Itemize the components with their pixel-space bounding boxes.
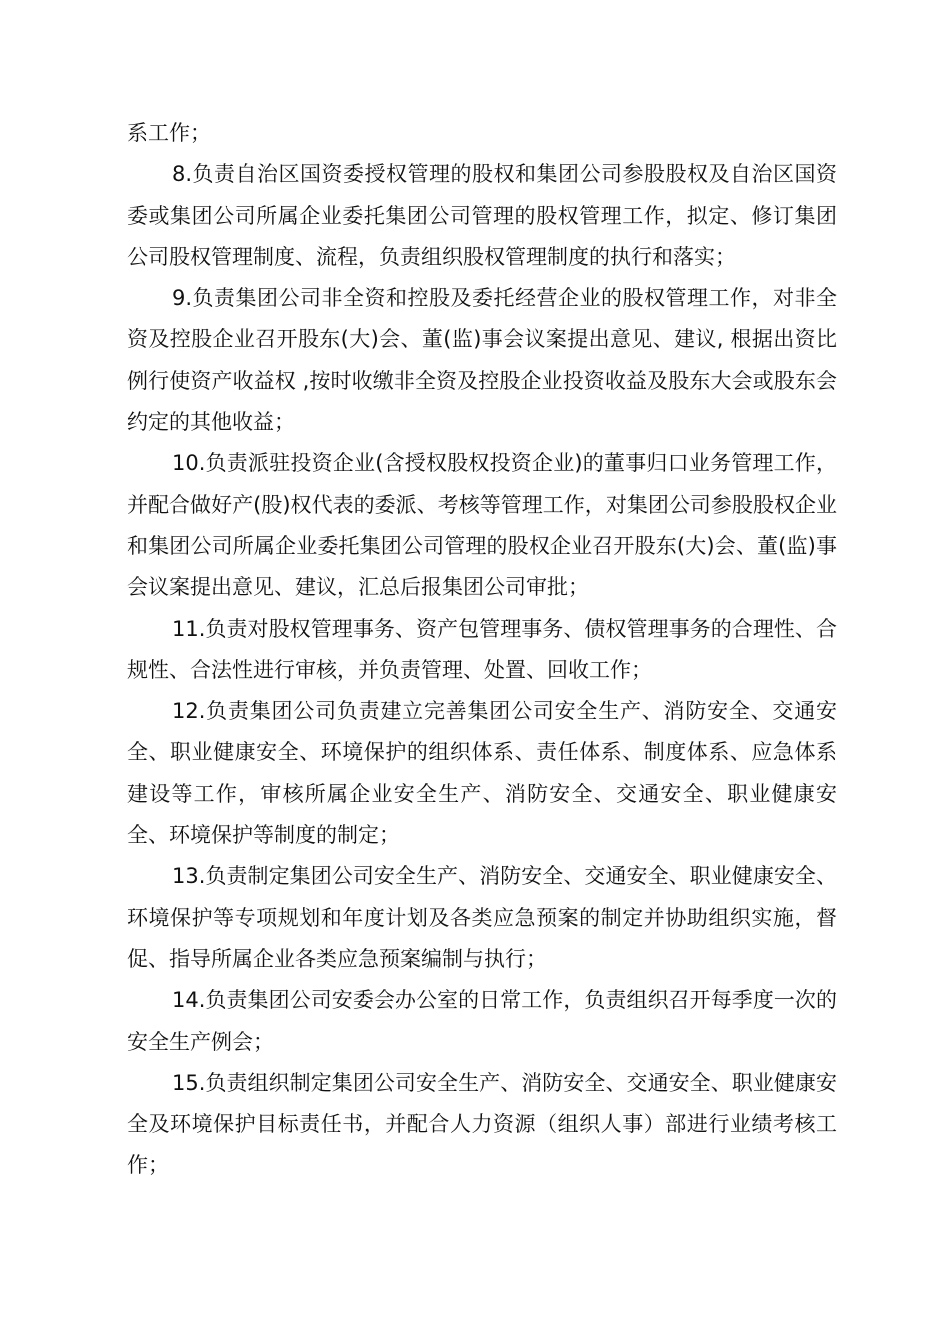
paragraph-continuation: 系工作；	[127, 121, 211, 145]
paragraph-item-10: 10.负责派驻投资企业(含授权股权投资企业)的董事归口业务管理工作，并配合做好产(股)权代表的委派、考核等管理工作，对集团公司参股股权企业和集团公司所属企业委托集团公司管理的股权企业召开股东(大)会、董(监)事会议案提出意见、建议，汇总后报集团公司审批；	[127, 451, 837, 600]
paragraph-item-14: 14.负责集团公司安委会办公室的日常工作，负责组织召开每季度一次的安全生产例会；	[127, 988, 837, 1054]
paragraph-item-8: 8.负责自治区国资委授权管理的股权和集团公司参股股权及自治区国资委或集团公司所属企业委托集团公司管理的股权管理工作，拟定、修订集团公司股权管理制度、流程，负责组织股权管理制度的执行和落实；	[127, 162, 837, 269]
paragraph-item-12: 12.负责集团公司负责建立完善集团公司安全生产、消防安全、交通安全、职业健康安全、环境保护的组织体系、责任体系、制度体系、应急体系建设等工作，审核所属企业安全生产、消防安全、交通安全、职业健康安全、环境保护等制度的制定；	[127, 699, 837, 848]
document-body	[127, 113, 837, 1187]
paragraph-item-15: 15.负责组织制定集团公司安全生产、消防安全、交通安全、职业健康安全及环境保护目标责任书，并配合人力资源（组织人事）部进行业绩考核工作；	[127, 1070, 837, 1178]
paragraph-item-9: 9.负责集团公司非全资和控股及委托经营企业的股权管理工作，对非全资及控股企业召开股东(大)会、董(监)事会议案提出意见、建议, 根据出资比例行使资产收益权 ,按时收缴非全资及控股企业投资收益及股东大会或股东会约定的其他收益；	[127, 286, 837, 435]
paragraph-item-13: 13.负责制定集团公司安全生产、消防安全、交通安全、职业健康安全、环境保护等专项规划和年度计划及各类应急预案的制定并协助组织实施，督促、指导所属企业各类应急预案编制与执行；	[127, 864, 837, 971]
paragraph-item-11: 11.负责对股权管理事务、资产包管理事务、债权管理事务的合理性、合规性、合法性进行审核，并负责管理、处置、回收工作；	[127, 616, 837, 682]
